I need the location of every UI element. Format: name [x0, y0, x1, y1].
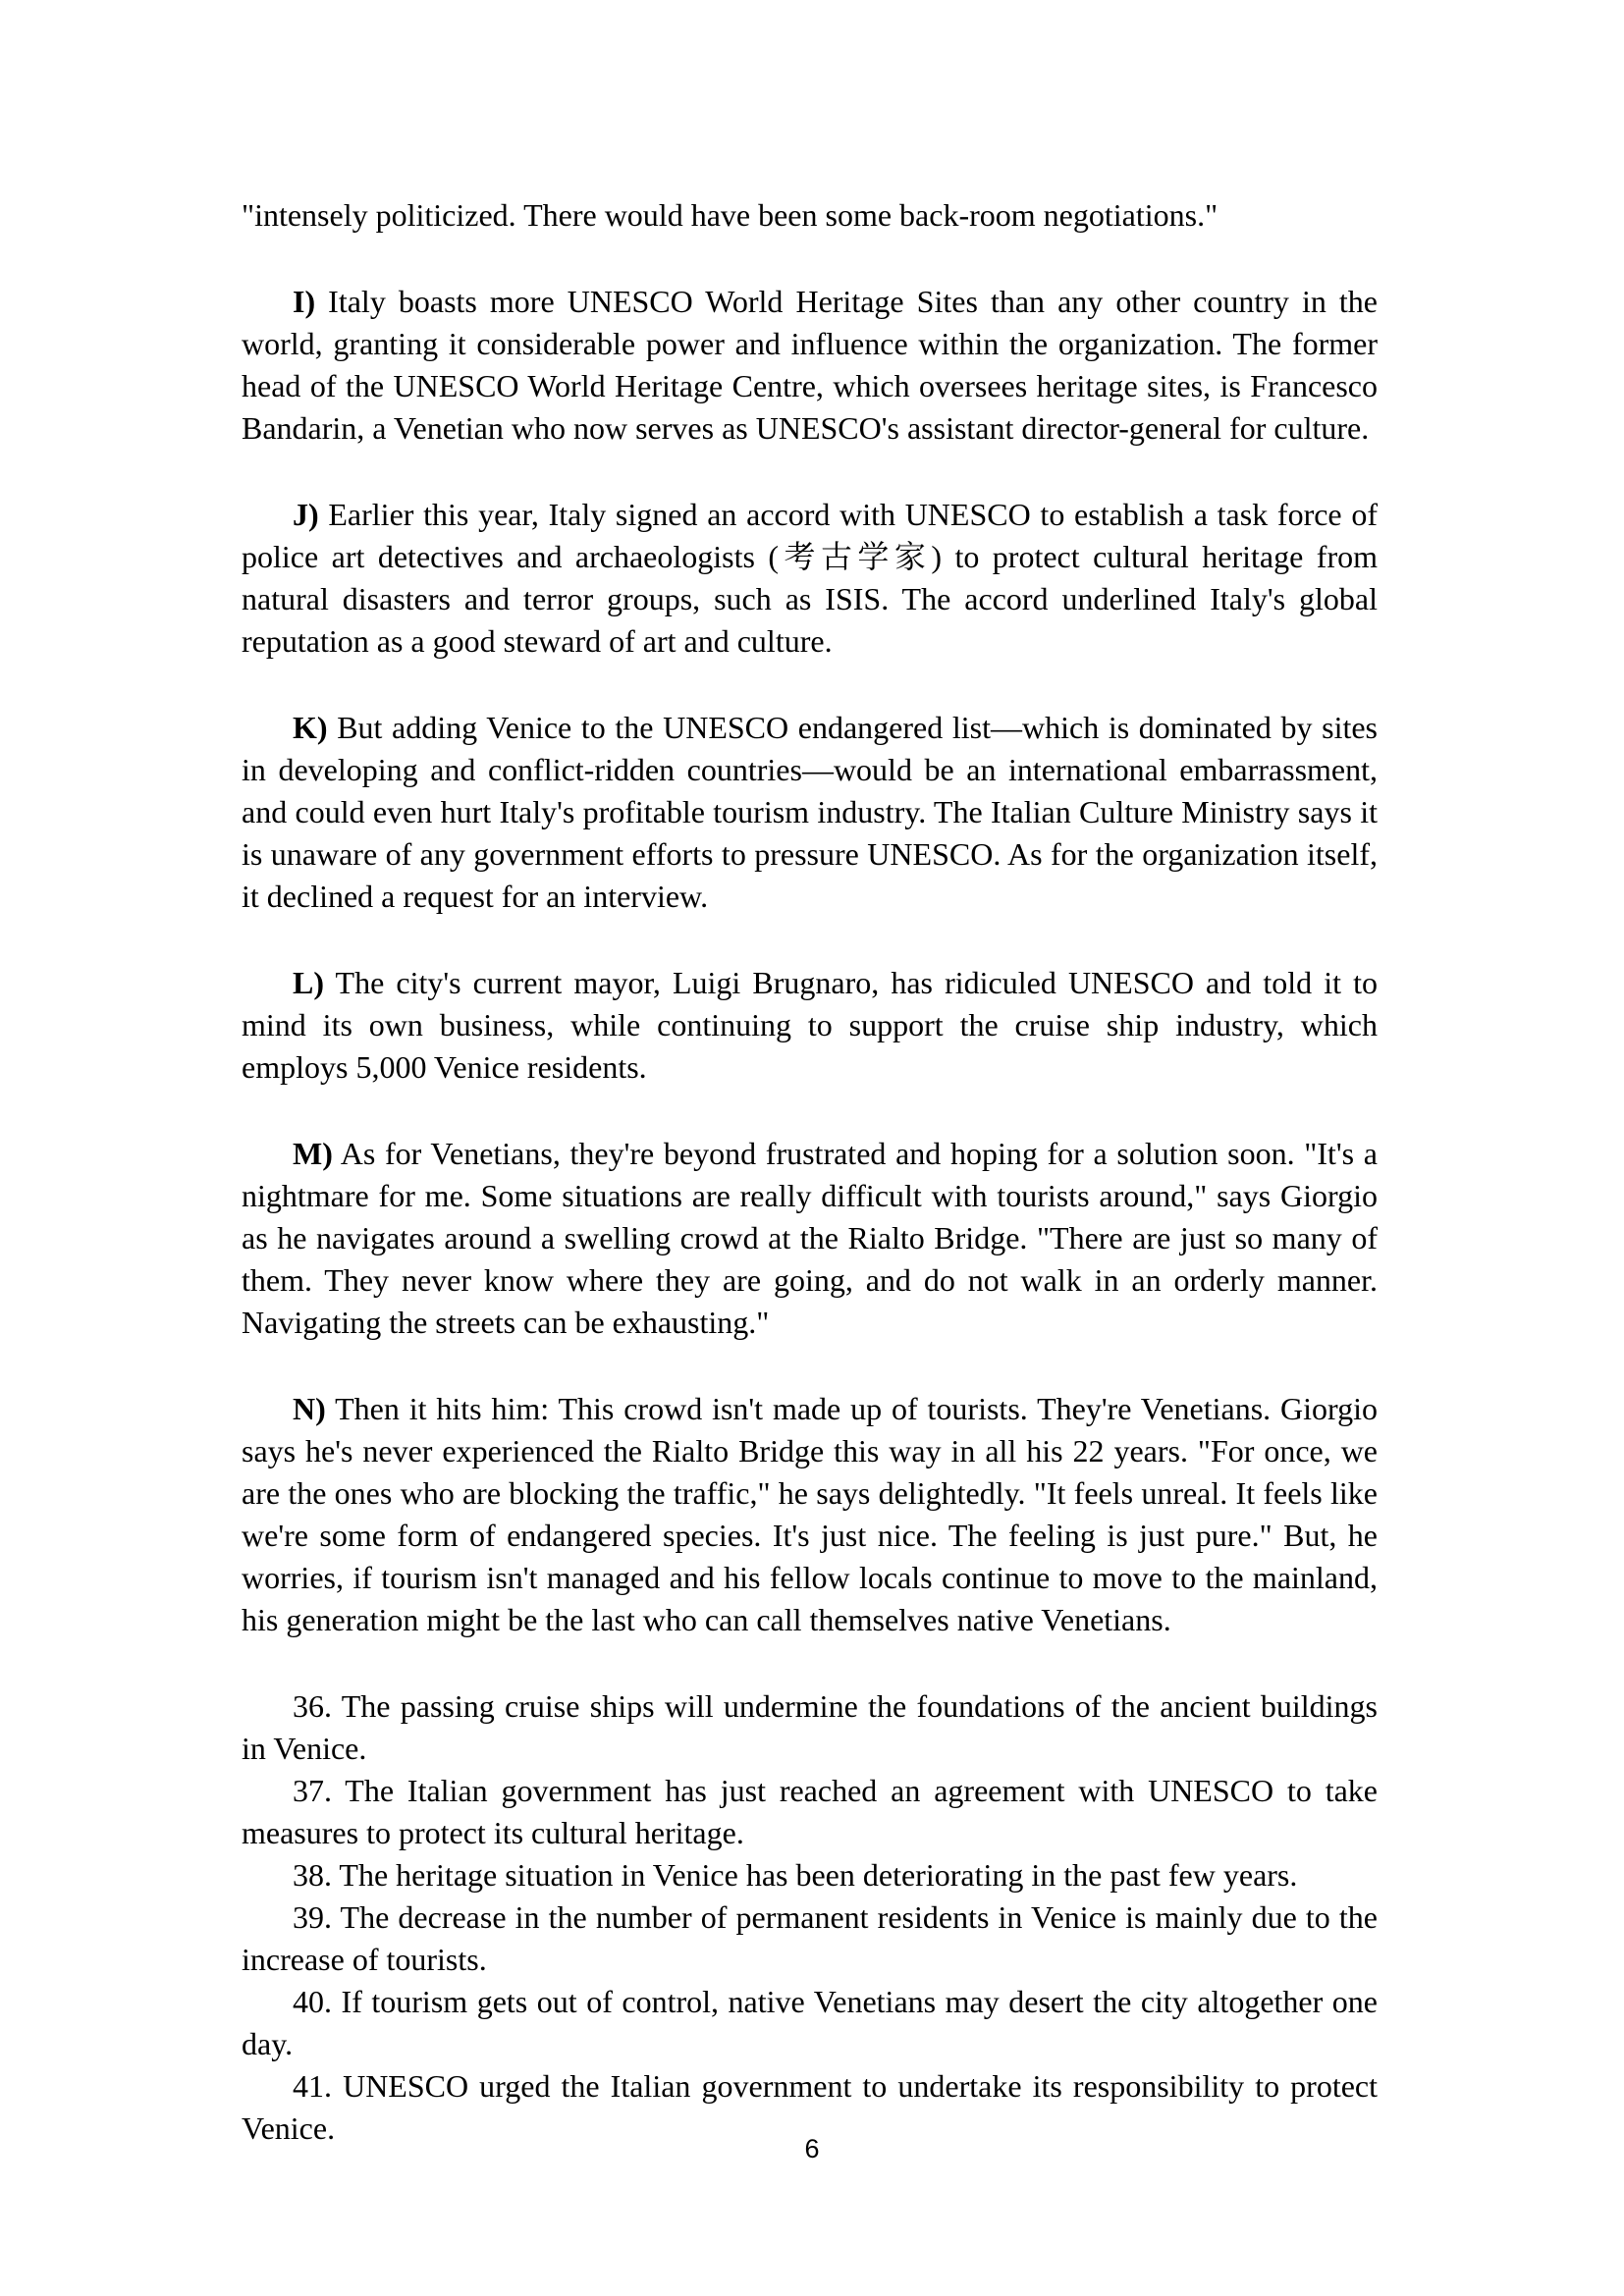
question-36 [242, 1685, 1378, 1770]
question-36-text: The passing cruise ships will undermine the foundations of the ancient buildings in Venice. [242, 1688, 1379, 1766]
paragraph-m [242, 1133, 1378, 1344]
question-41-number: 41. [293, 2068, 332, 2104]
question-37 [242, 1770, 1378, 1854]
paragraph-j-label: J) [293, 497, 319, 532]
paragraph-i-label: I) [293, 284, 316, 319]
page-content [242, 194, 1378, 2150]
paragraph-j-text: Earlier this year, Italy signed an accord with UNESCO to establish a task force of police art detectives and archaeologists (考古学家) to protect cultural heritage from natural disasters and terror groups, such as ISIS. The accord underlined Italy's global reputation as a good steward of art and culture. [242, 497, 1379, 659]
question-39-number: 39. [293, 1899, 332, 1935]
opening-line: "intensely politicized. There would have been some back-room negotiations." [242, 197, 1218, 233]
question-36-number: 36. [293, 1688, 332, 1724]
paragraph-n [242, 1388, 1378, 1641]
question-37-number: 37. [293, 1773, 332, 1808]
paragraph-l-text: The city's current mayor, Luigi Brugnaro, has ridiculed UNESCO and told it to mind its own business, while continuing to support the cruise ship industry, which employs 5,000 Venice residents. [242, 965, 1379, 1085]
question-38 [242, 1854, 1378, 1896]
page-number: 6 [804, 2134, 820, 2163]
question-41-text: UNESCO urged the Italian government to undertake its responsibility to protect Venice. [242, 2068, 1379, 2146]
paragraph-i-text: Italy boasts more UNESCO World Heritage Sites than any other country in the world, granting it considerable power and influence within the organization. The former head of the UNESCO World Heritage Centre, which oversees heritage sites, is Francesco Bandarin, a Venetian who now serves as UNESCO's assistant director-general for culture. [242, 284, 1379, 446]
paragraph-m-label: M) [293, 1136, 333, 1171]
paragraph-k [242, 707, 1378, 918]
questions-list [242, 1685, 1378, 2150]
paragraph-i [242, 281, 1378, 450]
question-38-number: 38. [293, 1857, 332, 1893]
question-40-text: If tourism gets out of control, native Venetians may desert the city altogether one day. [242, 1984, 1378, 2061]
question-39 [242, 1896, 1378, 1981]
question-37-text: The Italian government has just reached an agreement with UNESCO to take measures to protect its cultural heritage. [242, 1773, 1379, 1850]
question-39-text: The decrease in the number of permanent residents in Venice is mainly due to the increase of tourists. [242, 1899, 1379, 1977]
paragraph-l-label: L) [293, 965, 324, 1000]
paragraph-l [242, 962, 1378, 1089]
paragraph-n-label: N) [293, 1391, 326, 1426]
paragraph-k-label: K) [293, 710, 328, 745]
paragraph-n-text: Then it hits him: This crowd isn't made up of tourists. They're Venetians. Giorgio says he's never experienced the Rialto Bridge this way in all his 22 years. "For once, we are the ones who are blocking the traffic," he says delightedly. "It feels unreal. It feels like we're some form of endangered species. It's just nice. The feeling is just pure." But, he worries, if tourism isn't managed and his fellow locals continue to move to the mainland, his generation might be the last who can call themselves native Venetians. [242, 1391, 1379, 1637]
question-40 [242, 1981, 1378, 2065]
paragraph-k-text: But adding Venice to the UNESCO endangered list—which is dominated by sites in developing and conflict-ridden countries—would be an international embarrassment, and could even hurt Italy's profitable tourism industry. The Italian Culture Ministry says it is unaware of any government efforts to pressure UNESCO. As for the organization itself, it declined a request for an interview. [242, 710, 1379, 914]
question-40-number: 40. [293, 1984, 332, 2019]
question-38-text: The heritage situation in Venice has been deteriorating in the past few years. [339, 1857, 1298, 1893]
paragraph-m-text: As for Venetians, they're beyond frustrated and hoping for a solution soon. "It's a nightmare for me. Some situations are really difficult with tourists around," says Giorgio as he navigates around a swelling crowd at the Rialto Bridge. "There are just so many of them. They never know where they are going, and do not walk in an orderly manner. Navigating the streets can be exhausting." [242, 1136, 1379, 1340]
paragraph-j [242, 494, 1378, 663]
